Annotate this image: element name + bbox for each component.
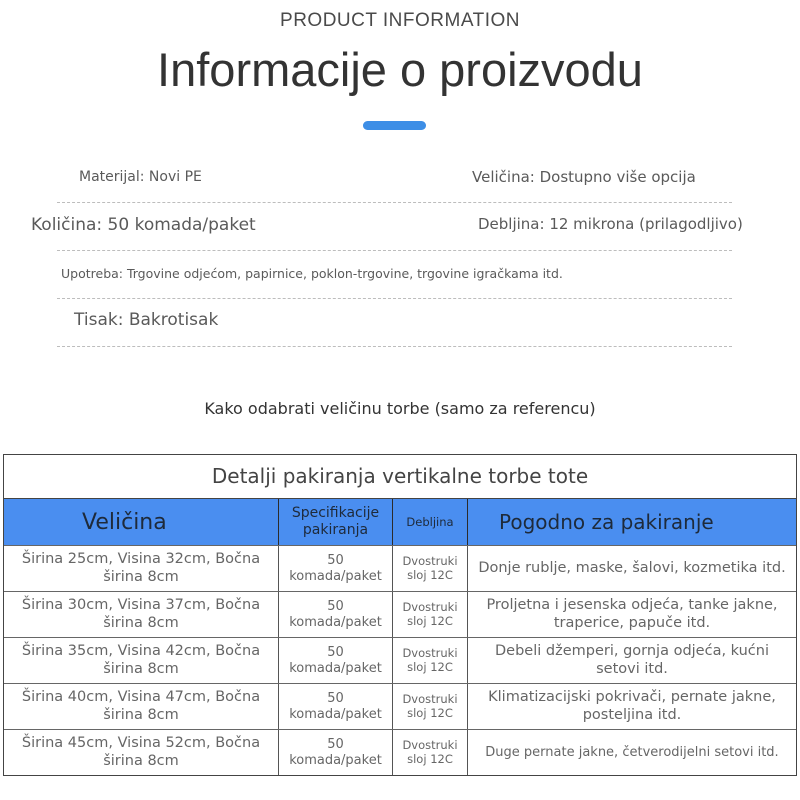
cell-spec: 50 komada/paket	[279, 730, 393, 775]
info-size: Veličina: Dostupno više opcija	[472, 168, 696, 186]
info-thickness: Debljina: 12 mikrona (prilagodljivo)	[478, 215, 743, 233]
cell-suitable: Proljetna i jesenska odjeća, tanke jakne, traperice, papuče itd.	[486, 597, 778, 631]
table-row	[4, 545, 796, 591]
packing-table	[3, 454, 797, 776]
cell-spec: 50 komada/paket	[279, 592, 393, 637]
info-row-2	[31, 203, 743, 251]
cell-size: Širina 25cm, Visina 32cm, Bočna širina 8cm	[4, 546, 279, 591]
info-quantity: Količina: 50 komada/paket	[31, 215, 256, 235]
cell-thickness: Dvostruki sloj 12C	[393, 592, 468, 637]
cell-spec: 50 komada/paket	[279, 638, 393, 683]
cell-size: Širina 35cm, Visina 42cm, Bočna širina 8cm	[4, 638, 279, 683]
cell-suitable: Duge pernate jakne, četverodijelni setovi itd.	[485, 744, 779, 760]
cell-spec: 50 komada/paket	[279, 684, 393, 729]
info-material: Materijal: Novi PE	[79, 169, 202, 185]
table-row	[4, 637, 796, 683]
info-row-3	[57, 251, 732, 299]
section-eyebrow: PRODUCT INFORMATION	[280, 10, 520, 31]
info-row-4	[57, 299, 732, 347]
cell-thickness: Dvostruki sloj 12C	[393, 684, 468, 729]
size-hint: Kako odabrati veličinu torbe (samo za referencu)	[204, 399, 596, 418]
table-row	[4, 591, 796, 637]
title-accent-bar	[363, 121, 426, 130]
col-header-thickness: Debljina	[393, 499, 468, 545]
table-header	[4, 499, 796, 545]
table-row	[4, 729, 796, 775]
cell-suitable: Donje rublje, maske, šalovi, kozmetika itd.	[478, 559, 786, 576]
table-row	[4, 683, 796, 729]
info-print: Tisak: Bakrotisak	[74, 310, 219, 330]
cell-thickness: Dvostruki sloj 12C	[393, 638, 468, 683]
cell-thickness: Dvostruki sloj 12C	[393, 730, 468, 775]
col-header-spec: Specifikacije pakiranja	[279, 499, 393, 545]
cell-size: Širina 40cm, Visina 47cm, Bočna širina 8cm	[4, 684, 279, 729]
info-row-1	[57, 155, 732, 203]
cell-size: Širina 45cm, Visina 52cm, Bočna širina 8cm	[4, 730, 279, 775]
col-header-suitable: Pogodno za pakiranje	[499, 510, 714, 534]
page-title: Informacije o proizvodu	[157, 43, 643, 96]
cell-size: Širina 30cm, Visina 37cm, Bočna širina 8cm	[4, 592, 279, 637]
cell-thickness: Dvostruki sloj 12C	[393, 546, 468, 591]
info-usage: Upotreba: Trgovine odjećom, papirnice, poklon-trgovine, trgovine igračkama itd.	[61, 266, 563, 281]
table-title: Detalji pakiranja vertikalne torbe tote	[4, 455, 796, 499]
col-header-size: Veličina	[4, 499, 279, 545]
cell-suitable: Klimatizacijski pokrivači, pernate jakne, posteljina itd.	[488, 689, 776, 723]
cell-spec: 50 komada/paket	[279, 546, 393, 591]
cell-suitable: Debeli džemperi, gornja odjeća, kućni setovi itd.	[495, 643, 769, 677]
